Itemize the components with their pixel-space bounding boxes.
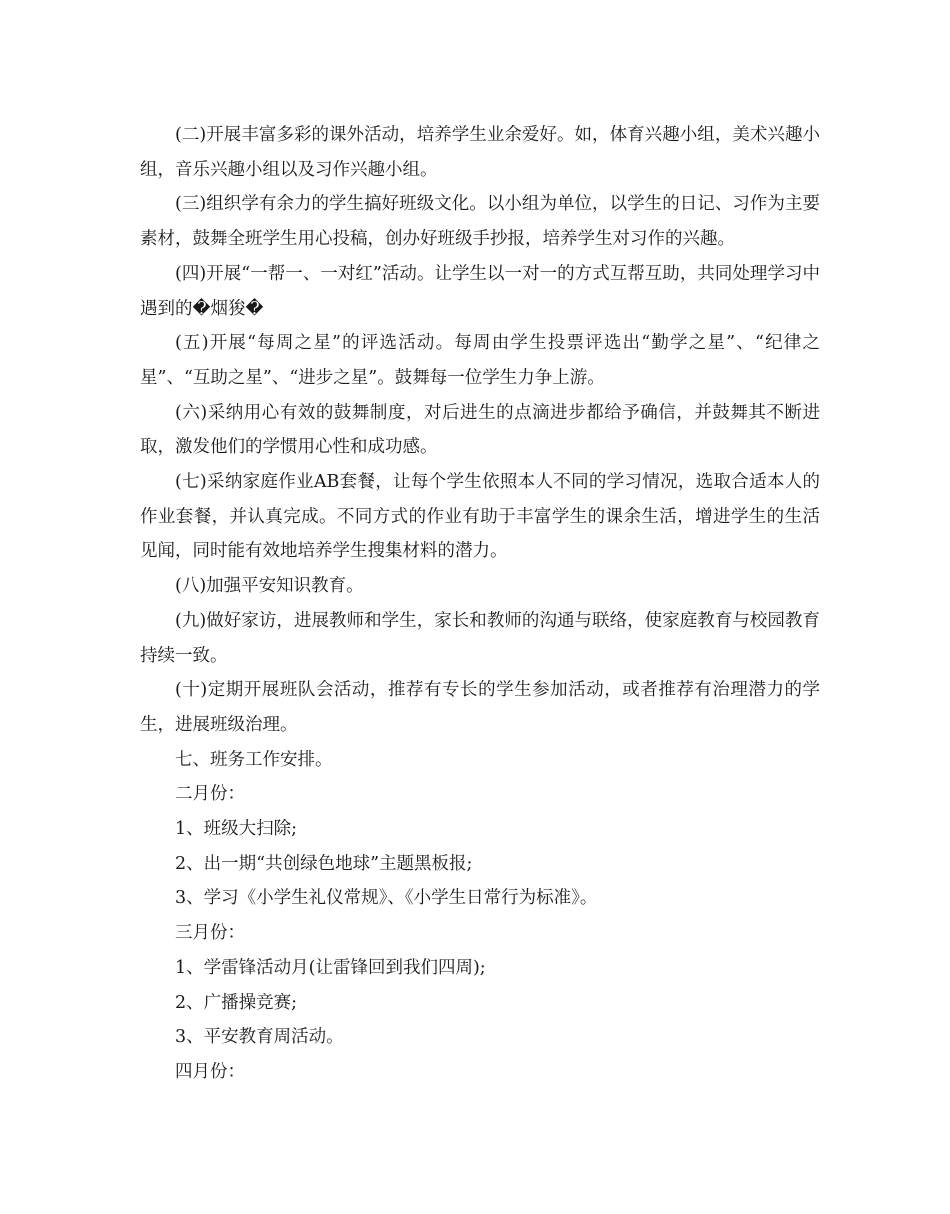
section-heading: 七、班务工作安排。 (175, 749, 333, 770)
list-item: 1、班级大扫除; (175, 819, 298, 840)
paragraph-class-culture: (三)组织学有余力的学生搞好班级文化。以小组为单位，以学生的日记、习作为主要素材，鼓舞全班学生用心投稿，创办好班级手抄报，培养学生对习作的兴趣。 (140, 194, 820, 250)
paragraph-mutual-help: (四)开展“一帮一、一对红”活动。让学生以一对一的方式互帮互助，共同处理学习中遇到的�烟狻� (140, 263, 820, 319)
list-item: 1、学雷锋活动月(让雷锋回到我们四周); (175, 957, 486, 978)
paragraph-encouragement: (六)采纳用心有效的鼓舞制度，对后进生的点滴进步都给予确信，并鼓舞其不断进取，激发他们的学惯用心性和成功感。 (140, 402, 820, 458)
list-item: 3、学习《小学生礼仪常规》、《小学生日常行为标准》。 (175, 888, 598, 909)
paragraph-weekly-star: (五)开展“每周之星”的评选活动。每周由学生投票评选出“勤学之星”、“纪律之星”、“互助之星”、“进步之星”。鼓舞每一位学生力争上游。 (140, 333, 820, 388)
list-item: 2、广播操竞赛; (175, 992, 298, 1013)
month-label-april: 四月份： (175, 1061, 245, 1082)
list-item: 3、平安教育周活动。 (175, 1027, 344, 1048)
month-label-february: 二月份： (175, 784, 245, 805)
paragraph-safety: (八)加强平安知识教育。 (175, 576, 364, 597)
paragraph-extracurricular: (二)开展丰富多彩的课外活动，培养学生业余爱好。如，体育兴趣小组，美术兴趣小组，音乐兴趣小组以及习作兴趣小组。 (140, 125, 820, 180)
document-body (140, 118, 820, 1090)
paragraph-homework-ab: (七)采纳家庭作业AB套餐，让每个学生依照本人不同的学习情况，选取合适本人的作业套餐，并认真完成。不同方式的作业有助于丰富学生的课余生活，增进学生的生活见闻，同时能有效地培养学生搜集材料的潜力。 (140, 472, 820, 562)
paragraph-class-meetings: (十)定期开展班队会活动，推荐有专长的学生参加活动，或者推荐有治理潜力的学生，进展班级治理。 (140, 680, 820, 735)
paragraph-home-visits: (九)做好家访，进展教师和学生，家长和教师的沟通与联络，使家庭教育与校园教育持续一致。 (140, 610, 820, 666)
month-label-march: 三月份： (175, 923, 245, 944)
list-item: 2、出一期“共创绿色地球”主题黑板报; (175, 853, 473, 874)
